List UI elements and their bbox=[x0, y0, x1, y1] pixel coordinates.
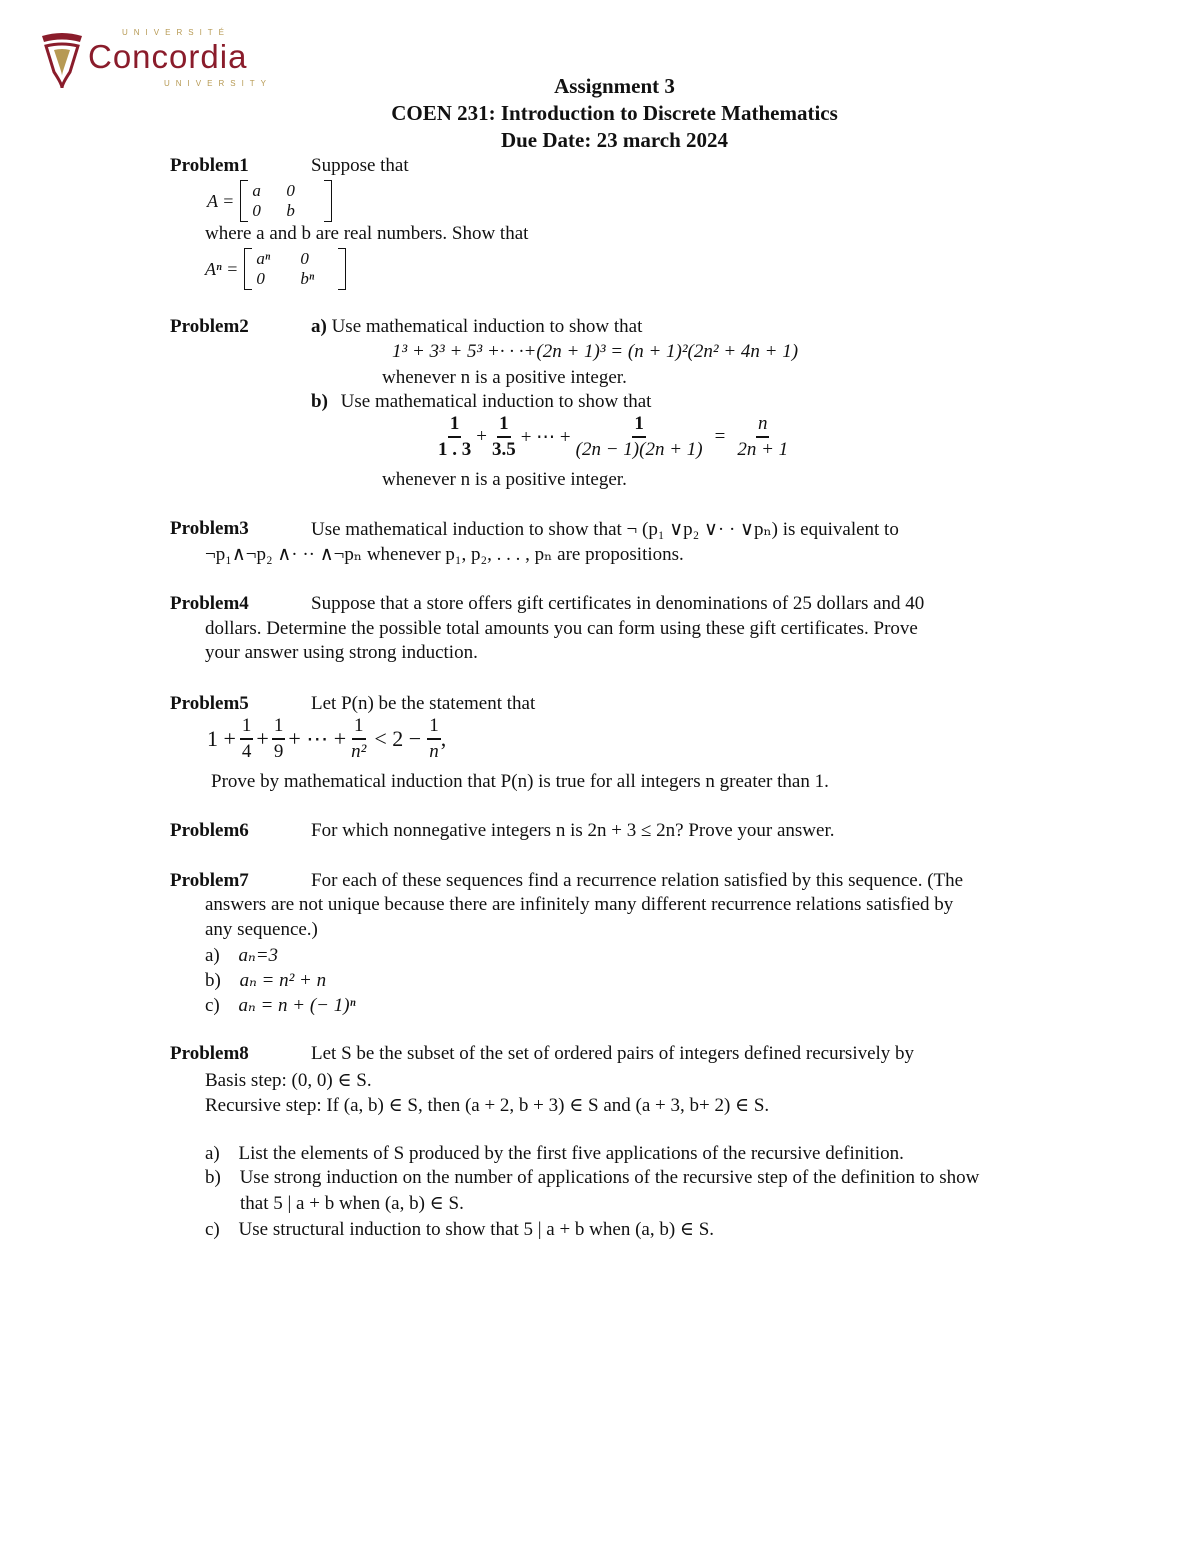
matrix-right-bracket bbox=[338, 248, 346, 290]
problem2b-tag: b) bbox=[311, 391, 328, 412]
fraction-denominator: 9 bbox=[273, 741, 284, 762]
fraction-denominator: 1 . 3 bbox=[438, 439, 472, 460]
fraction-numerator: 1 bbox=[352, 714, 366, 740]
inequality-end: , bbox=[440, 726, 447, 751]
problem7-label: Problem7 bbox=[170, 870, 249, 891]
fraction-numerator: 1 bbox=[240, 714, 254, 740]
problem4-line1: Suppose that a store offers gift certificates in denominations of 25 dollars and 40 bbox=[311, 593, 925, 614]
problem2-label: Problem2 bbox=[170, 316, 249, 337]
problem2b-equation bbox=[436, 412, 790, 462]
item-text: aₙ = n + (− 1)ⁿ bbox=[238, 995, 356, 1016]
fraction-denominator: n bbox=[429, 741, 439, 762]
fraction bbox=[272, 714, 286, 764]
item-text: Use structural induction to show that 5 | a + b when (a, b) ∈ S. bbox=[238, 1219, 715, 1240]
fraction-denominator: 2n + 1 bbox=[737, 439, 789, 460]
matrix-cell: bⁿ bbox=[300, 269, 315, 288]
logo-wordmark: Concordia bbox=[88, 38, 248, 75]
problem7-line3: any sequence.) bbox=[205, 919, 318, 940]
fraction-denominator: 4 bbox=[241, 741, 252, 762]
matrix-cell: 0 bbox=[252, 201, 261, 220]
item-tag: b) bbox=[205, 970, 221, 991]
matrix-cell: 0 bbox=[256, 269, 265, 288]
problem7-line1: For each of these sequences find a recurrence relation satisfied by this sequence. (The bbox=[311, 870, 964, 891]
operator: = bbox=[714, 426, 726, 447]
item-tag: c) bbox=[205, 995, 220, 1016]
matrix-a-lhs: A = bbox=[207, 190, 235, 211]
problem2a-tag: a) bbox=[311, 316, 327, 337]
matrix-right-bracket bbox=[324, 180, 332, 222]
fraction bbox=[574, 412, 705, 462]
problem2b-condition: whenever n is a positive integer. bbox=[382, 469, 627, 490]
operator: + bbox=[476, 426, 487, 447]
matrix-cell: b bbox=[286, 201, 295, 220]
fraction-numerator: 1 bbox=[427, 714, 441, 740]
problem8-item-b-cont bbox=[240, 1192, 464, 1215]
problem1-text: where a and b are real numbers. Show that bbox=[205, 223, 529, 244]
problem8-item-c bbox=[205, 1218, 714, 1241]
matrix-a bbox=[207, 180, 332, 222]
problem1-label: Problem1 bbox=[170, 155, 249, 176]
fraction bbox=[349, 714, 368, 764]
problem2b bbox=[311, 391, 651, 413]
fraction-denominator: n² bbox=[351, 741, 367, 762]
fraction bbox=[735, 412, 790, 462]
item-tag: c) bbox=[205, 1219, 220, 1240]
item-text: List the elements of S produced by the first five applications of the recursive definition. bbox=[238, 1143, 904, 1164]
problem7-line2: answers are not unique because there are infinitely many different recurrence relations satisfied by bbox=[205, 894, 954, 915]
due-date: Due Date: 23 march 2024 bbox=[500, 128, 729, 152]
problem2a-equation: 1³ + 3³ + 5³ +· · ·+(2n + 1)³ = (n + 1)²(2n² + 4n + 1) bbox=[392, 341, 799, 362]
fraction-numerator: n bbox=[756, 412, 770, 438]
matrix-a-n bbox=[205, 248, 346, 290]
operator: + ⋯ + bbox=[520, 426, 571, 448]
matrix-cell: a bbox=[252, 181, 261, 200]
problem2a-condition: whenever n is a positive integer. bbox=[382, 367, 627, 388]
problem8-line1: Let S be the subset of the set of ordered pairs of integers defined recursively by bbox=[311, 1043, 915, 1064]
problem5-inequality bbox=[207, 714, 446, 764]
fraction bbox=[490, 412, 518, 462]
problem5-intro: Let P(n) be the statement that bbox=[311, 693, 536, 714]
item-text: aₙ=3 bbox=[238, 945, 279, 966]
problem7-item-b bbox=[205, 969, 326, 992]
problem1-intro: Suppose that bbox=[311, 155, 409, 176]
problem4-label: Problem4 bbox=[170, 593, 249, 614]
problem6-text: For which nonnegative integers n is 2n + 3 ≤ 2n? Prove your answer. bbox=[311, 820, 835, 841]
fraction-numerator: 1 bbox=[632, 412, 646, 438]
fraction-denominator: (2n − 1)(2n + 1) bbox=[575, 439, 703, 460]
fraction-numerator: 1 bbox=[497, 412, 511, 438]
operator: < 2 − bbox=[374, 726, 422, 751]
matrix-left-bracket bbox=[240, 180, 248, 222]
problem8-item-b bbox=[205, 1167, 979, 1189]
problem8-basis: Basis step: (0, 0) ∈ S. bbox=[205, 1070, 372, 1091]
problem4-line2: dollars. Determine the possible total amounts you can form using these gift certificates. Prove bbox=[205, 618, 918, 639]
problem2a-text: Use mathematical induction to show that bbox=[331, 316, 643, 337]
inequality-start: 1 + bbox=[207, 726, 236, 751]
assignment-title: Assignment 3 bbox=[554, 74, 675, 98]
logo-top-text: UNIVERSITÉ bbox=[122, 28, 231, 37]
item-text: Use strong induction on the number of applications of the recursive step of the definition to show bbox=[239, 1167, 980, 1188]
item-text: aₙ = n² + n bbox=[239, 970, 327, 991]
item-tag: b) bbox=[205, 1167, 221, 1188]
matrix-cell: 0 bbox=[286, 181, 295, 200]
problem8-recursive: Recursive step: If (a, b) ∈ S, then (a + 2, b + 3) ∈ S and (a + 3, b+ 2) ∈ S. bbox=[205, 1095, 770, 1116]
problem6-label: Problem6 bbox=[170, 820, 249, 841]
problem2b-text: Use mathematical induction to show that bbox=[340, 391, 652, 412]
item-text: that 5 | a + b when (a, b) ∈ S. bbox=[240, 1193, 464, 1214]
problem8-label: Problem8 bbox=[170, 1043, 249, 1064]
logo-bottom-text: UNIVERSITY bbox=[164, 79, 273, 88]
problem3-line2: ¬p₁∧¬p₂ ∧· ·· ∧¬pₙ whenever p₁, p₂, . . . , pₙ are propositions. bbox=[205, 544, 684, 565]
operator: + ⋯ + bbox=[288, 726, 347, 751]
matrix-left-bracket bbox=[244, 248, 252, 290]
matrix-cell: 0 bbox=[300, 249, 309, 268]
problem3-label: Problem3 bbox=[170, 518, 249, 539]
problem7-item-a bbox=[205, 944, 278, 967]
fraction bbox=[427, 714, 441, 764]
fraction-numerator: 1 bbox=[272, 714, 286, 740]
fraction-numerator: 1 bbox=[448, 412, 462, 438]
problem3-line1: Use mathematical induction to show that ¬ (p₁ ∨p₂ ∨· · ∨pₙ) is equivalent to bbox=[311, 519, 899, 540]
item-tag: a) bbox=[205, 945, 220, 966]
problem2a bbox=[311, 316, 642, 338]
fraction bbox=[240, 714, 254, 764]
item-tag: a) bbox=[205, 1143, 220, 1164]
problem4-line3: your answer using strong induction. bbox=[205, 642, 478, 663]
problem7-item-c bbox=[205, 994, 356, 1017]
fraction bbox=[436, 412, 473, 462]
problem5-prove: Prove by mathematical induction that P(n) is true for all integers n greater than 1. bbox=[211, 771, 829, 792]
matrix-cell: aⁿ bbox=[256, 249, 271, 268]
fraction-denominator: 3.5 bbox=[491, 439, 516, 460]
operator: + bbox=[256, 726, 269, 751]
problem5-label: Problem5 bbox=[170, 693, 249, 714]
problem8-item-a bbox=[205, 1143, 904, 1165]
matrix-an-lhs: Aⁿ = bbox=[205, 258, 239, 279]
course-title: COEN 231: Introduction to Discrete Mathematics bbox=[391, 101, 838, 125]
